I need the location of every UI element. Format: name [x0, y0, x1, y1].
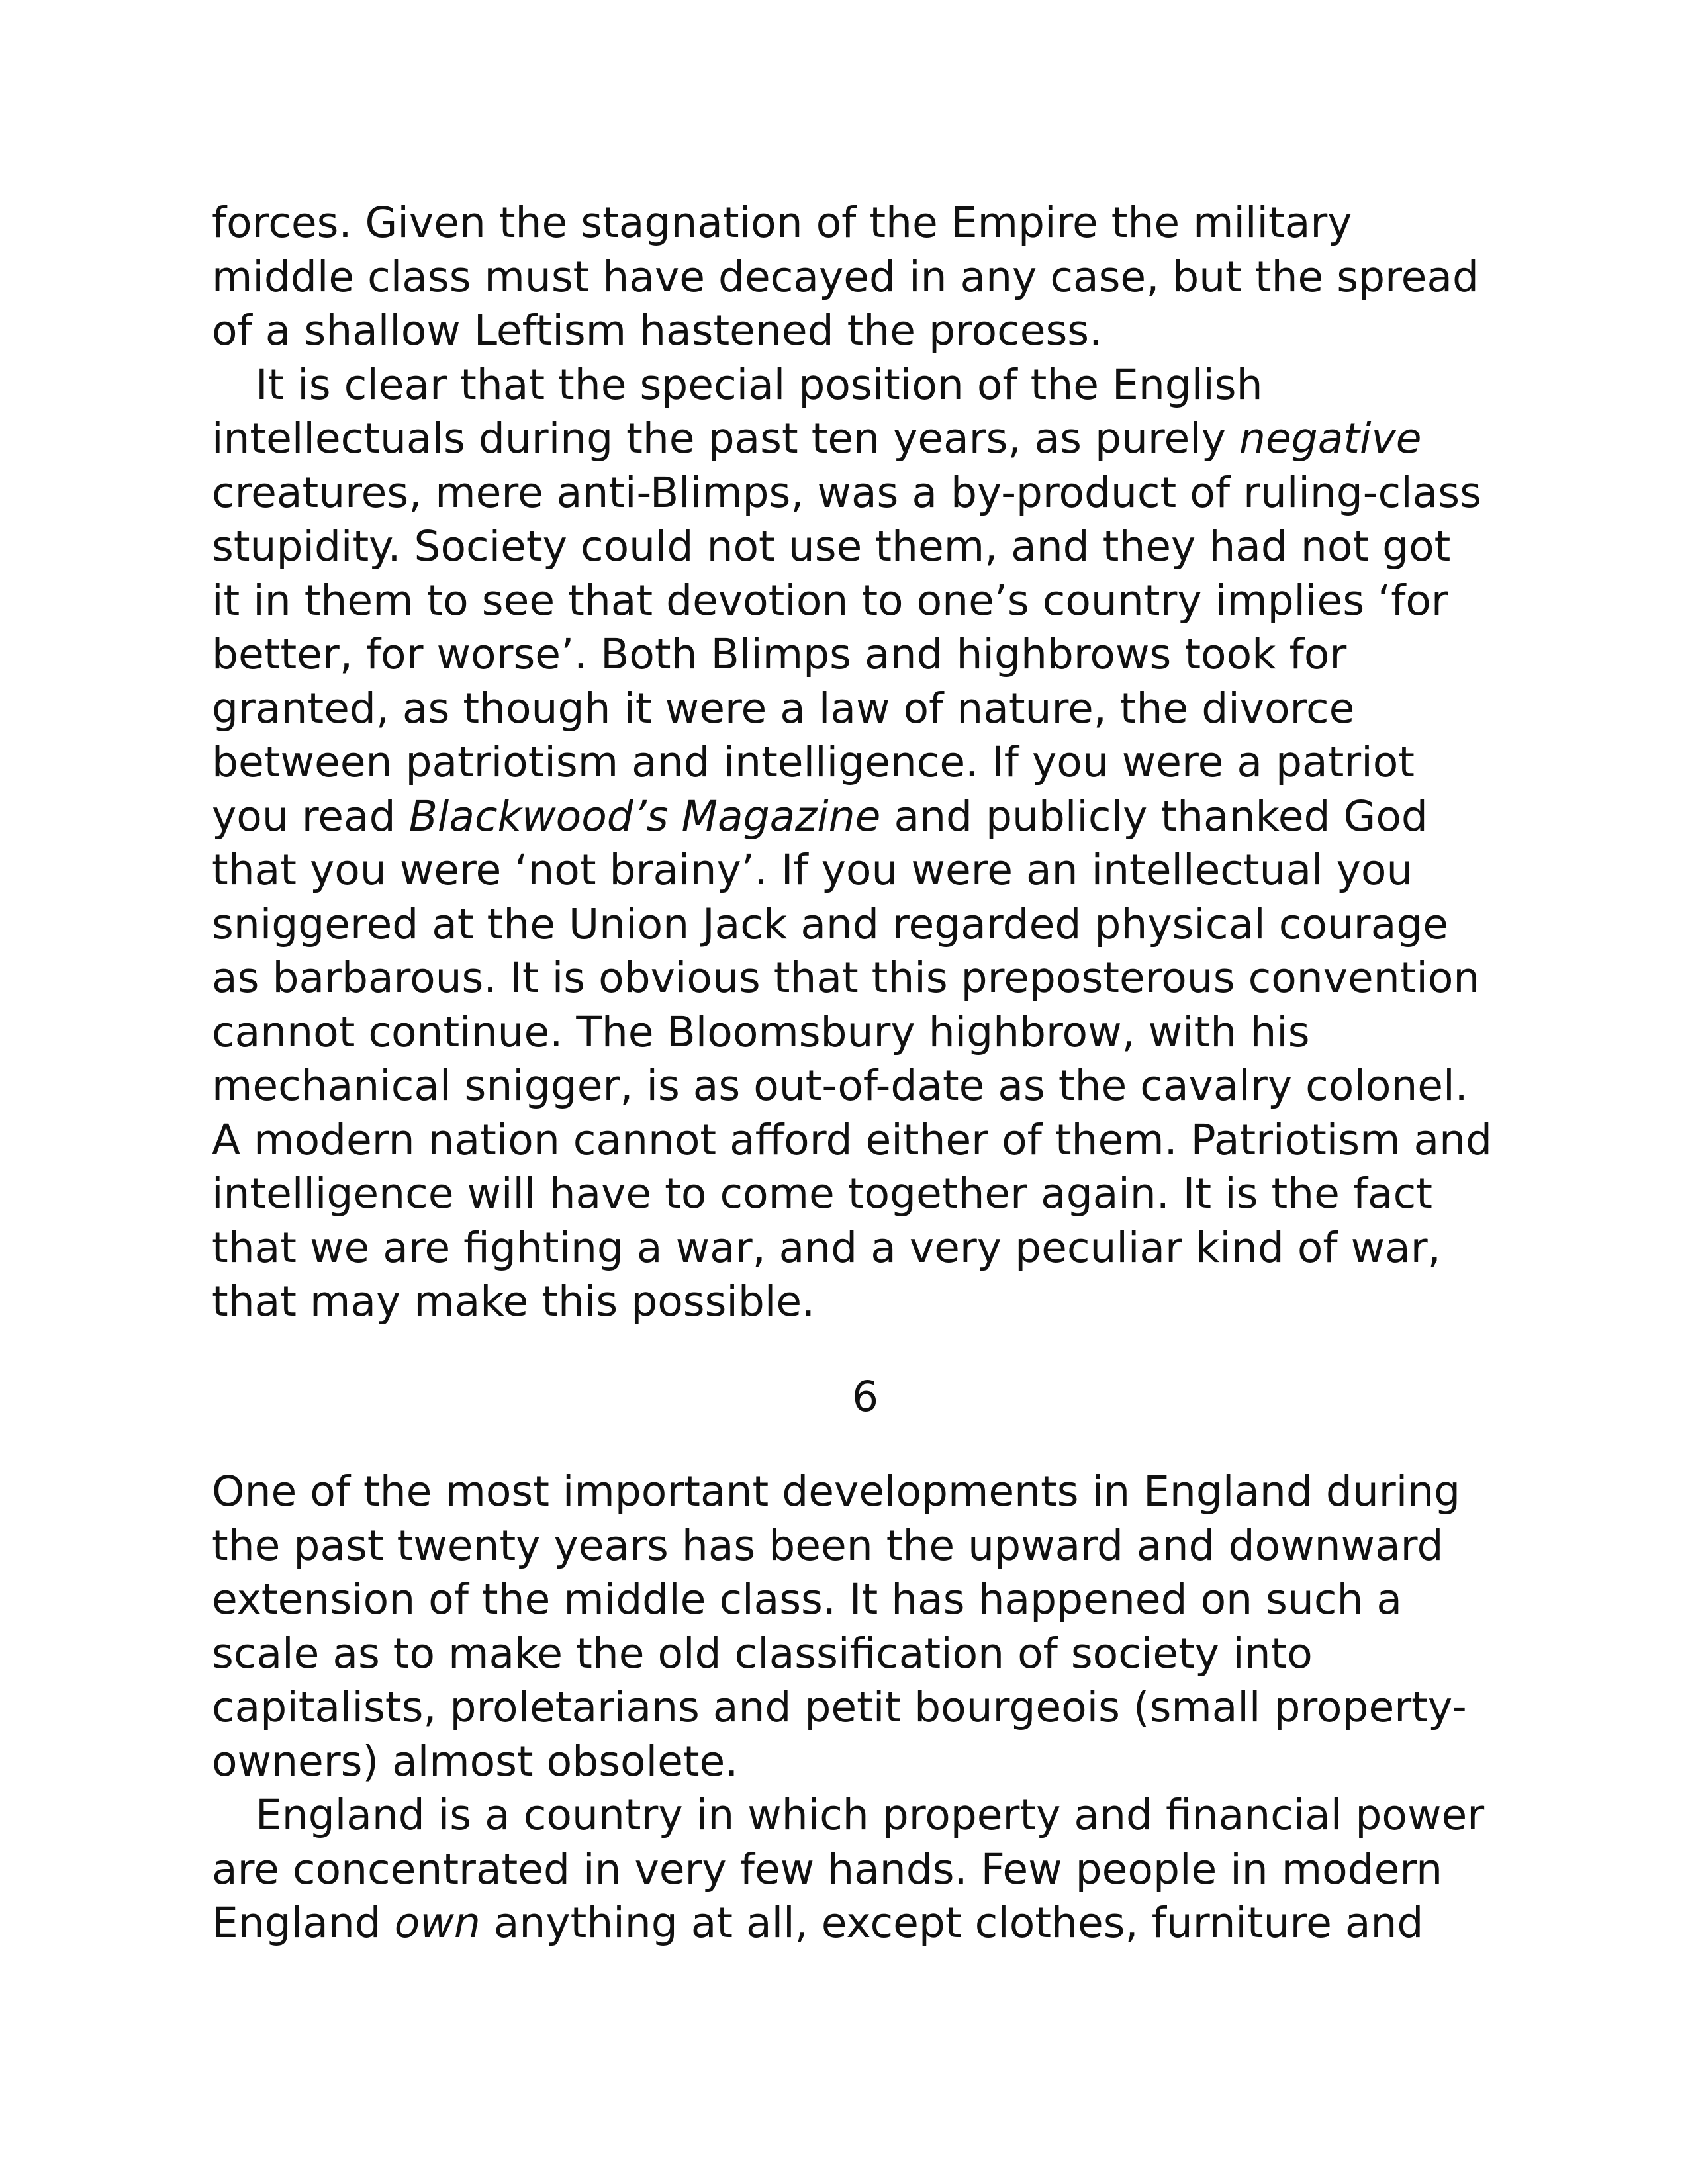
text-line: as barbarous. It is obvious that this preposterous convention	[212, 954, 1480, 1002]
text-line	[212, 1896, 1496, 1950]
text-line: intelligence will have to come together again. It is the fact	[212, 1169, 1432, 1218]
paragraph-3	[212, 1465, 1496, 1788]
text-line: creatures, mere anti-Blimps, was a by-product of ruling-class	[212, 468, 1481, 517]
emphasis-magazine-title: Blackwood’s Magazine	[408, 792, 881, 841]
paragraph-1	[212, 196, 1496, 358]
text-run: intellectuals during the past ten years, as purely	[212, 414, 1240, 463]
text-line: between patriotism and intelligence. If you were a patriot	[212, 738, 1415, 786]
text-line: scale as to make the old classification of society into	[212, 1629, 1313, 1678]
text-run: anything at all, except clothes, furniture and	[480, 1899, 1424, 1947]
text-line	[212, 412, 1496, 466]
text-line: that we are fighting a war, and a very peculiar kind of war,	[212, 1223, 1441, 1272]
text-run: you read	[212, 792, 409, 841]
text-line: cannot continue. The Bloomsbury highbrow, with his	[212, 1007, 1310, 1056]
text-line: capitalists, proletarians and petit bourgeois (small property-	[212, 1683, 1467, 1731]
text-line: sniggered at the Union Jack and regarded physical courage	[212, 899, 1449, 948]
text-line: middle class must have decayed in any case, but the spread	[212, 252, 1479, 301]
text-line: that may make this possible.	[212, 1277, 816, 1326]
text-line: granted, as though it were a law of nature, the divorce	[212, 684, 1355, 733]
text-line: better, for worse’. Both Blimps and highbrows took for	[212, 630, 1347, 678]
document-page	[212, 196, 1496, 1950]
text-line: mechanical snigger, is as out-of-date as the cavalry colonel.	[212, 1062, 1468, 1110]
section-number: 6	[851, 1372, 879, 1421]
text-line: A modern nation cannot afford either of them. Patriotism and	[212, 1115, 1493, 1164]
text-line: are concentrated in very few hands. Few people in modern	[212, 1844, 1443, 1893]
text-line: forces. Given the stagnation of the Empire the military	[212, 199, 1352, 247]
text-line: It is clear that the special position of the English	[256, 360, 1263, 409]
emphasis-negative: negative	[1239, 414, 1422, 463]
text-line: extension of the middle class. It has happened on such a	[212, 1575, 1403, 1623]
text-run: England	[212, 1899, 395, 1947]
text-line: that you were ‘not brainy’. If you were an intellectual you	[212, 846, 1413, 894]
text-line: One of the most important developments in England during	[212, 1467, 1461, 1516]
paragraph-4	[212, 1788, 1496, 1950]
text-line	[212, 790, 1496, 844]
text-line: England is a country in which property and financial power	[256, 1791, 1485, 1839]
paragraph-2	[212, 358, 1496, 1329]
text-line: stupidity. Society could not use them, and they had not got	[212, 522, 1451, 570]
text-line: owners) almost obsolete.	[212, 1737, 739, 1786]
text-line: of a shallow Leftism hastened the process.	[212, 306, 1103, 355]
text-line: the past twenty years has been the upward and downward	[212, 1521, 1444, 1570]
emphasis-own: own	[394, 1899, 481, 1947]
text-line: it in them to see that devotion to one’s country implies ‘for	[212, 576, 1448, 625]
text-run: and publicly thanked God	[880, 792, 1428, 841]
